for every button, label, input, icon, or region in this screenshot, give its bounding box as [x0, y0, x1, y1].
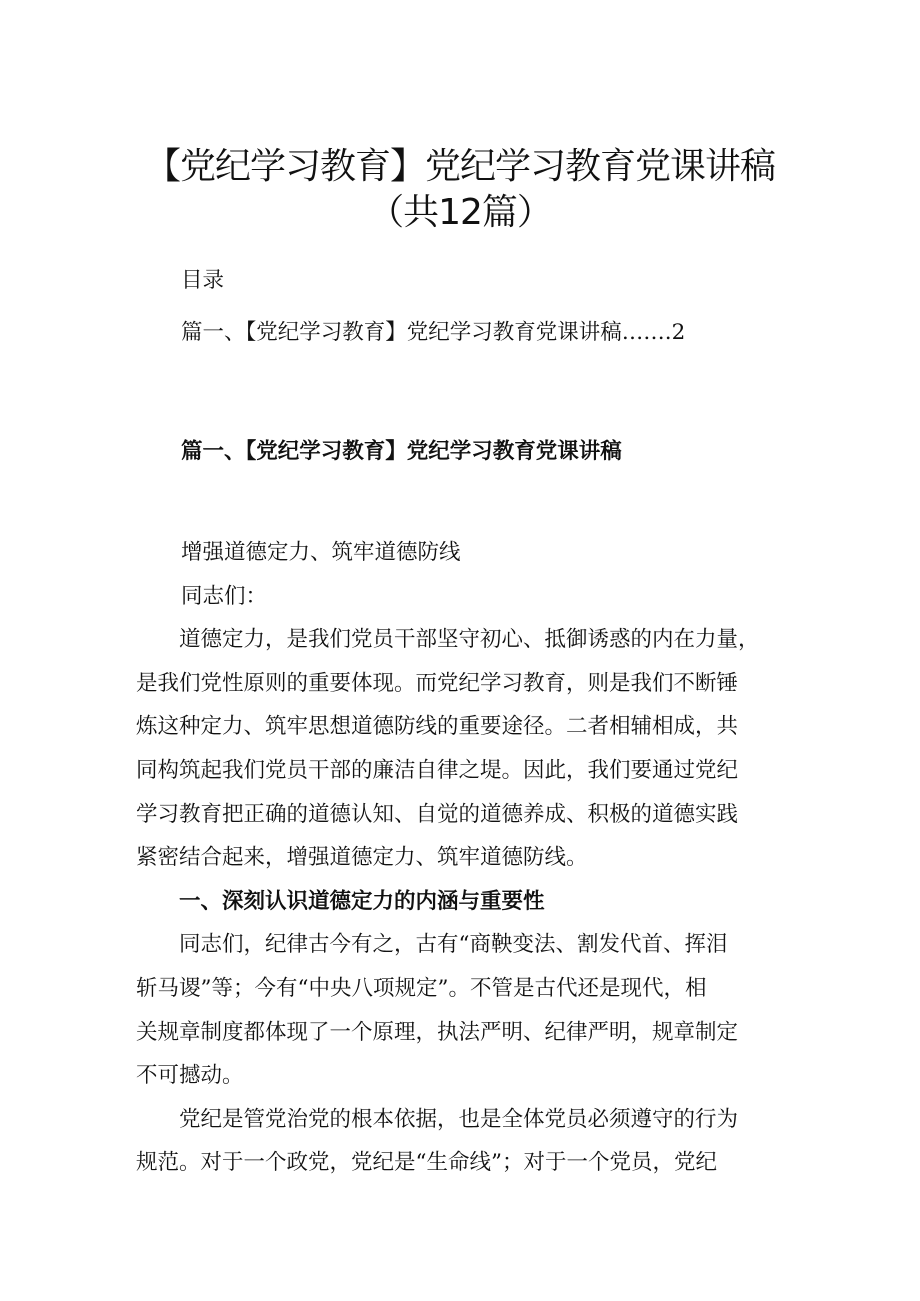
paragraph-line: 党纪是管党治党的根本依据，也是全体党员必须遵守的行为	[136, 1107, 739, 1132]
paragraph-line: 斩马谡”等；今有“中央八项规定”。不管是古代还是现代，相	[136, 976, 707, 1001]
toc-entry[interactable]: 篇一、【党纪学习教育】党纪学习教育党课讲稿…….2	[181, 320, 686, 345]
paragraph-line: 同构筑起我们党员干部的廉洁自律之堤。因此，我们要通过党纪	[136, 758, 739, 783]
paragraph-line: 学习教育把正确的道德认知、自觉的道德养成、积极的道德实践	[136, 802, 739, 827]
paragraph-line: 是我们党性原则的重要体现。而党纪学习教育，则是我们不断锤	[136, 671, 739, 696]
paragraph-line: 紧密结合起来，增强道德定力、筑牢道德防线。	[136, 845, 588, 870]
paragraph-line: 不可撼动。	[136, 1063, 244, 1088]
section-heading: 篇一、【党纪学习教育】党纪学习教育党课讲稿	[181, 439, 622, 464]
document-title-count: （共12篇）	[368, 192, 552, 233]
paragraph-line: 炼这种定力、筑牢思想道德防线的重要途径。二者相辅相成，共	[136, 714, 739, 739]
paragraph-line: 道德定力，是我们党员干部坚守初心、抵御诱惑的内在力量，	[136, 627, 760, 652]
paragraph-line: 规范。对于一个政党，党纪是“生命线”；对于一个党员，党纪	[136, 1150, 717, 1175]
paragraph-line: 关规章制度都体现了一个原理，执法严明、纪律严明，规章制定	[136, 1020, 739, 1045]
subheading: 一、深刻认识道德定力的内涵与重要性	[136, 889, 545, 914]
speech-title: 增强道德定力、筑牢道德防线	[181, 540, 461, 565]
paragraph-line: 同志们，纪律古今有之，古有“商鞅变法、割发代首、挥泪	[136, 932, 728, 957]
toc-label: 目录	[181, 268, 225, 293]
salutation: 同志们：	[181, 584, 268, 609]
document-title: 【党纪学习教育】党纪学习教育党课讲稿	[144, 146, 775, 187]
